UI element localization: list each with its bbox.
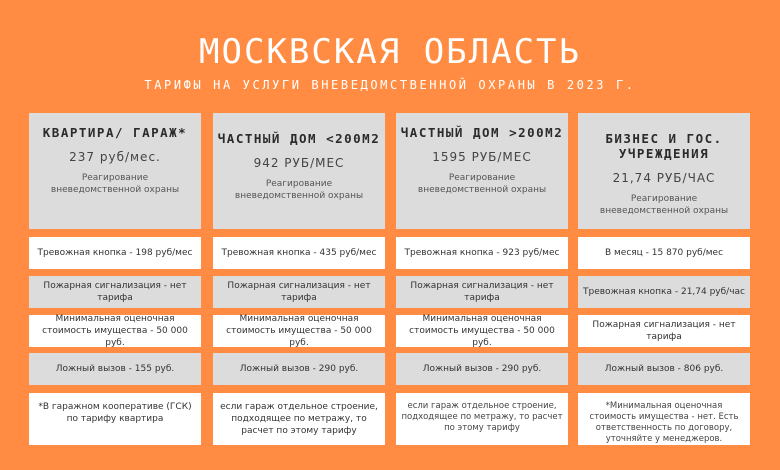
tariff-column-business [578, 113, 750, 444]
tariff-description: Реагирование вневедомственной охраны [50, 173, 180, 195]
tariff-row-note: если гараж отдельное строение, подходящее по метражу, то расчет по этому тарифу [396, 393, 568, 445]
tariff-row-note: если гараж отдельное строение, подходящее по метражу, то расчет по этому тарифу [213, 393, 385, 445]
tariff-price: 21,74 РУБ/ЧАС [612, 171, 716, 185]
tariff-name: ЧАСТНЫЙ ДОМ <200М2 [217, 131, 381, 146]
tariff-header [29, 113, 201, 229]
tariff-column-apartment [29, 113, 201, 424]
tariff-name: КВАРТИРА/ ГАРАЖ* [42, 125, 188, 140]
tariff-name: БИЗНЕС И ГОС. УЧРЕЖДЕНИЯ [605, 131, 723, 161]
tariff-row-fire-alarm: Пожарная сигнализация - нет тарифа [29, 276, 201, 308]
tariff-row-min-value: Минимальная оценочная стоимость имущества - 50 000 руб. [396, 315, 568, 347]
page-title: МОСКВСКАЯ ОБЛАСТЬ [199, 32, 581, 72]
tariff-row-false-call: Ложный вызов - 155 руб. [29, 353, 201, 385]
tariff-header [396, 113, 568, 229]
tariff-header [578, 113, 750, 229]
tariff-description: Реагирование вневедомственной охраны [599, 194, 729, 216]
tariff-row-note: *Минимальная оценочная стоимость имущества - нет. Есть ответственность по договору, уточняйте у менеджеров. [578, 393, 750, 445]
tariff-column-house-large [396, 113, 568, 433]
tariff-column-house-small [213, 113, 385, 436]
tariff-row-min-value: Минимальная оценочная стоимость имущества - 50 000 руб. [29, 315, 201, 347]
tariff-row-panic-button: Тревожная кнопка - 923 руб/мес [396, 237, 568, 269]
tariff-row-false-call: Ложный вызов - 290 руб. [213, 353, 385, 385]
tariff-row-min-value: Минимальная оценочная стоимость имущества - 50 000 руб. [213, 315, 385, 347]
tariff-row-monthly: В месяц - 15 870 руб/мес [578, 237, 750, 269]
page-subtitle: ТАРИФЫ НА УСЛУГИ ВНЕВЕДОМСТВЕННОЙ ОХРАНЫ В 2023 Г. [144, 78, 636, 92]
tariff-name: ЧАСТНЫЙ ДОМ >200М2 [400, 125, 564, 140]
tariff-row-false-call: Ложный вызов - 806 руб. [578, 353, 750, 385]
tariff-row-false-call: Ложный вызов - 290 руб. [396, 353, 568, 385]
tariff-row-panic-button: Тревожная кнопка - 21,74 руб/час [578, 276, 750, 308]
tariff-row-fire-alarm: Пожарная сигнализация - нет тарифа [396, 276, 568, 308]
tariff-header [213, 113, 385, 229]
tariff-price: 942 РУБ/МЕС [253, 156, 345, 170]
tariff-price: 237 руб/мес. [69, 150, 161, 164]
tariff-row-panic-button: Тревожная кнопка - 198 руб/мес [29, 237, 201, 269]
tariff-row-fire-alarm: Пожарная сигнализация - нет тарифа [578, 315, 750, 347]
tariff-row-note: *В гаражном кооперативе (ГСК) по тарифу квартира [29, 393, 201, 445]
tariff-description: Реагирование вневедомственной охраны [234, 179, 364, 201]
tariff-row-fire-alarm: Пожарная сигнализация - нет тарифа [213, 276, 385, 308]
tariff-row-panic-button: Тревожная кнопка - 435 руб/мес [213, 237, 385, 269]
tariff-price: 1595 РУБ/МЕС [432, 150, 532, 164]
tariff-description: Реагирование вневедомственной охраны [417, 173, 547, 195]
